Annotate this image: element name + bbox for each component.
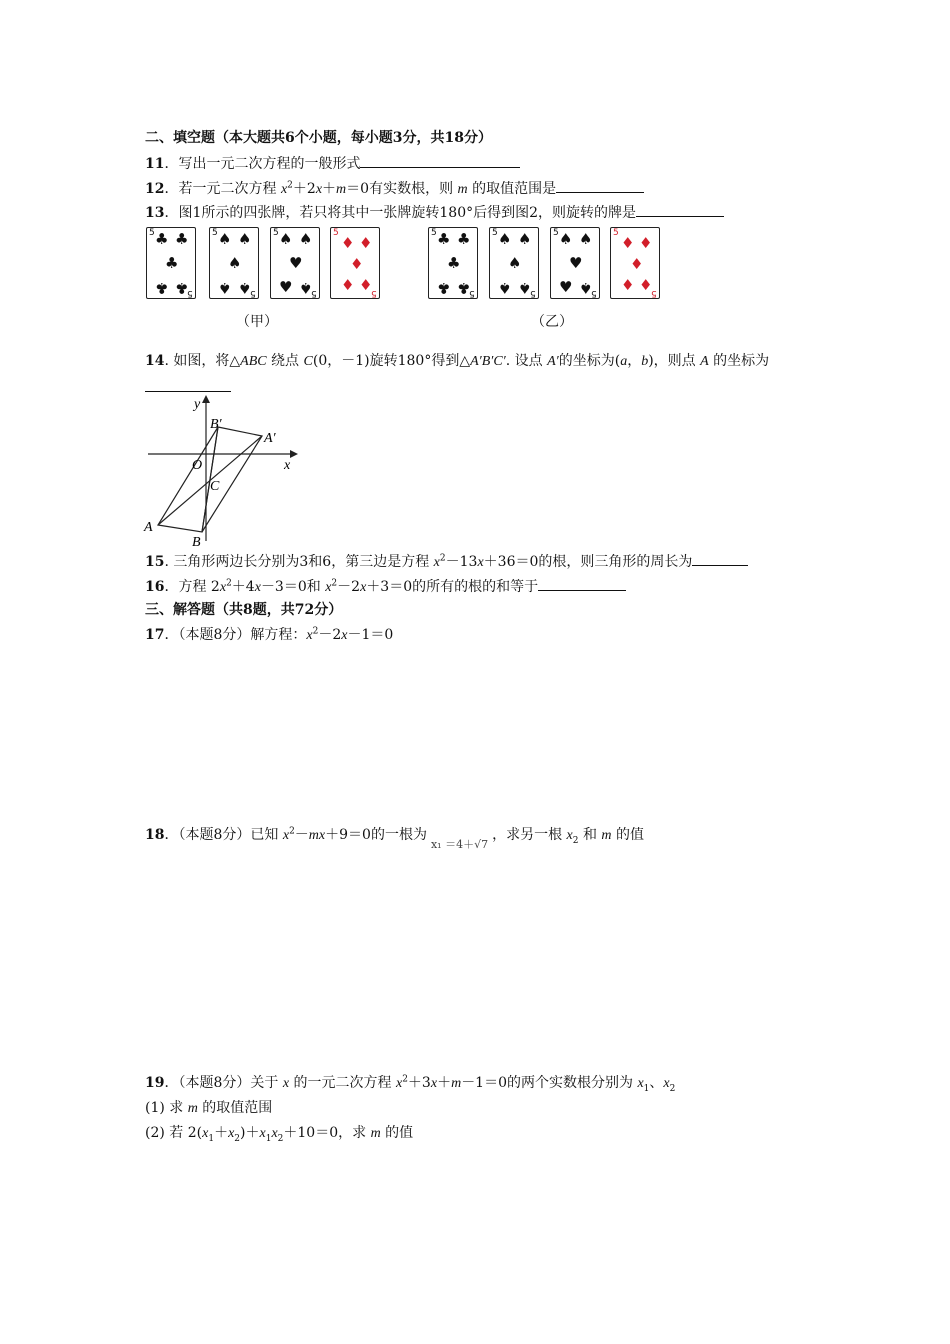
sub: 2 [669, 1083, 676, 1094]
var: x [271, 1126, 278, 1141]
card-rank: 5 [311, 288, 317, 298]
answer-blank[interactable] [538, 576, 626, 591]
var: A′ [547, 354, 559, 369]
var: x [395, 1076, 403, 1091]
text: 和 [578, 827, 602, 843]
diamond-icon: ♦ [639, 234, 653, 252]
spade-icon: ♠ [228, 254, 242, 272]
text: . 设点 [505, 353, 548, 369]
question-number: 17 [145, 627, 165, 643]
spade-icon: ♠ [498, 279, 512, 297]
question-18 [145, 826, 644, 854]
card-five-of-spades [489, 227, 539, 299]
text: (2) 若 2( [145, 1125, 203, 1141]
var: x [202, 1126, 209, 1141]
text: ＋4 [231, 579, 255, 595]
text: ．若一元二次方程 [164, 181, 281, 197]
answer-blank[interactable] [636, 202, 724, 217]
label-x: x [284, 458, 291, 473]
diamond-icon: ♦ [341, 276, 355, 294]
text: －2 [318, 627, 342, 643]
club-icon: ♣ [165, 254, 179, 272]
text: 的取值范围是 [467, 181, 557, 197]
club-icon: ♣ [175, 230, 189, 248]
heart-icon: ♥ [289, 254, 303, 272]
var: m [601, 828, 612, 843]
question-number: 13 [145, 205, 165, 221]
spade-icon: ♠ [218, 230, 232, 248]
exp: 2 [439, 553, 446, 564]
text: 的坐标为( [558, 353, 621, 369]
answer-blank[interactable] [145, 377, 231, 392]
club-icon: ♣ [437, 279, 451, 297]
text: ＋2 [292, 181, 316, 197]
text: 的值 [611, 827, 644, 843]
var: x [315, 182, 323, 197]
figure-label-yi: （乙） [531, 314, 573, 330]
spade-icon: ♠ [238, 230, 252, 248]
question-text: ．写出一元二次方程的一般形式 [164, 156, 361, 172]
card-rank: 5 [613, 228, 619, 238]
var: x [282, 1076, 290, 1091]
card-rank: 5 [212, 228, 218, 238]
text: ＋10＝0，求 [283, 1125, 371, 1141]
x-axis-arrow-icon [290, 450, 298, 458]
var: x [259, 1126, 266, 1141]
club-icon: ♣ [457, 279, 471, 297]
question-number: 12 [145, 181, 165, 197]
var: a [620, 354, 628, 369]
var: A [700, 354, 709, 369]
text: ＋ [214, 1125, 229, 1141]
exp: 2 [226, 578, 232, 589]
label-o: O [192, 458, 203, 473]
var: x [360, 580, 367, 595]
spade-icon: ♠ [299, 230, 313, 248]
sub: 2 [572, 835, 579, 846]
text: )＋ [240, 1125, 260, 1141]
question-15 [145, 551, 748, 572]
club-icon: ♣ [175, 279, 189, 297]
diamond-icon: ♦ [341, 234, 355, 252]
text: －3＝0和 [260, 579, 326, 595]
sub: 1 [265, 1133, 272, 1144]
diamond-icon: ♦ [639, 276, 653, 294]
text: ＋3＝0的所有的根的和等于 [366, 579, 539, 595]
text: 绕点 [266, 353, 304, 369]
text: 的值 [380, 1125, 414, 1141]
section-3-title: 三、解答题（共8题，共72分） [145, 602, 343, 618]
card-five-of-clubs [146, 227, 196, 299]
label-b-prime: B′ [210, 417, 222, 432]
label-c: C [210, 479, 220, 494]
question-text: ．图1所示的四张牌，若只将其中一张牌旋转180°后得到图2，则旋转的牌是 [164, 205, 637, 221]
spade-icon: ♠ [518, 279, 532, 297]
text: －2 [337, 579, 361, 595]
question-number: 16 [145, 579, 165, 595]
club-icon: ♣ [437, 230, 451, 248]
var: m [187, 1101, 198, 1116]
card-rank: 5 [469, 288, 475, 298]
text: ．（本题8分）关于 [164, 1075, 283, 1091]
var: m [457, 182, 468, 197]
club-icon: ♣ [457, 230, 471, 248]
text: (1) 求 [145, 1100, 188, 1116]
text: 、 [649, 1075, 664, 1091]
club-icon: ♣ [155, 279, 169, 297]
y-axis-arrow-icon [202, 395, 210, 403]
exp: 2 [289, 826, 295, 837]
card-rank: 5 [591, 288, 597, 298]
question-12 [145, 178, 644, 199]
question-19 [145, 1074, 675, 1093]
diamond-icon: ♦ [359, 276, 373, 294]
card-five-of-spades-hearts [550, 227, 600, 299]
var: x [228, 1126, 235, 1141]
spade-icon: ♠ [238, 279, 252, 297]
card-rank: 5 [187, 288, 193, 298]
card-five-of-spades [209, 227, 259, 299]
heart-icon: ♥ [559, 278, 573, 296]
var: C [303, 354, 313, 369]
spade-icon: ♠ [498, 230, 512, 248]
card-rank: 5 [333, 228, 339, 238]
text: . 三角形两边长分别为3和6，第三边是方程 [164, 554, 434, 570]
card-rank: 5 [149, 228, 155, 238]
var: x [306, 628, 313, 643]
card-rank: 5 [492, 228, 498, 238]
text: －1＝0的两个实数根分别为 [461, 1075, 638, 1091]
spade-icon: ♠ [559, 230, 573, 248]
question-number: 19 [145, 1075, 165, 1091]
label-a-prime: A′ [264, 431, 276, 446]
question-11 [145, 153, 520, 173]
card-rank: 5 [530, 288, 536, 298]
text: ＝0有实数根，则 [346, 181, 458, 197]
spade-icon: ♠ [518, 230, 532, 248]
exp: 2 [312, 626, 319, 637]
question-number: 15 [145, 554, 165, 570]
sub: 2 [277, 1133, 284, 1144]
var: x [254, 580, 261, 595]
text: ＋36＝0的根，则三角形的周长为 [483, 554, 693, 570]
card-rank: 5 [431, 228, 437, 238]
diamond-icon: ♦ [621, 234, 635, 252]
question-number: 18 [145, 827, 165, 843]
text: ＋ [437, 1075, 452, 1091]
answer-blank[interactable] [360, 153, 520, 168]
question-17 [145, 626, 393, 645]
text: ＋9＝0的一根为 [325, 827, 427, 843]
diamond-icon: ♦ [359, 234, 373, 252]
card-five-of-clubs [428, 227, 478, 299]
question-13 [145, 202, 724, 222]
var: x [325, 580, 332, 595]
question-14 [145, 352, 769, 371]
label-a: A [144, 520, 153, 535]
triangle-abc [158, 427, 218, 532]
var: x [637, 1076, 644, 1091]
club-icon: ♣ [447, 254, 461, 272]
var: x [318, 828, 326, 843]
question-19-part-1 [145, 1099, 272, 1118]
card-rank: 5 [651, 288, 657, 298]
var: x [282, 828, 290, 843]
text: ．方程 2 [164, 579, 220, 595]
spade-icon: ♠ [579, 230, 593, 248]
text: . 如图，将△ [164, 353, 241, 369]
var: x [341, 628, 348, 643]
text: ＋ [322, 181, 337, 197]
text: 的坐标为 [708, 353, 770, 369]
text: ， [627, 353, 642, 369]
text: －13 [445, 554, 478, 570]
var: m [308, 828, 319, 843]
var: b [641, 354, 649, 369]
diamond-icon: ♦ [350, 255, 364, 273]
card-rank: 5 [371, 288, 377, 298]
card-five-of-diamonds [610, 227, 660, 299]
club-icon: ♣ [155, 230, 169, 248]
answer-blank[interactable] [692, 551, 748, 566]
var: x [663, 1076, 670, 1091]
spade-icon: ♠ [299, 279, 313, 297]
var: ABC [240, 354, 267, 369]
spade-icon: ♠ [218, 279, 232, 297]
card-five-of-diamonds [330, 227, 380, 299]
var: x [433, 555, 440, 570]
question-number: 11 [145, 156, 165, 172]
var: m [451, 1076, 462, 1091]
var: x [566, 828, 573, 843]
spade-icon: ♠ [579, 279, 593, 297]
card-rank: 5 [553, 228, 559, 238]
heart-icon: ♥ [569, 254, 583, 272]
question-16 [145, 576, 626, 597]
card-rank: 5 [250, 288, 256, 298]
question-number: 14 [145, 353, 165, 369]
text: ．（本题8分）已知 [164, 827, 283, 843]
sub: 1 [643, 1083, 650, 1094]
heart-icon: ♥ [279, 278, 293, 296]
var: x [280, 182, 288, 197]
answer-blank[interactable] [556, 178, 644, 193]
var: A′B′C′ [470, 354, 506, 369]
exp: 2 [331, 578, 338, 589]
label-y: y [194, 397, 201, 412]
text: 的一元二次方程 [289, 1075, 396, 1091]
exp: 2 [287, 180, 293, 191]
exp: 2 [402, 1074, 408, 1085]
label-b: B [192, 535, 201, 548]
var: x [430, 1076, 438, 1091]
text: ，求另一根 [492, 827, 567, 843]
card-rank: 5 [273, 228, 279, 238]
var: x [219, 580, 227, 595]
sub: 1 [208, 1133, 215, 1144]
var: m [336, 182, 347, 197]
section-2-title: 二、填空题（本大题共6个小题，每小题3分，共18分） [145, 130, 492, 146]
diamond-icon: ♦ [630, 255, 644, 273]
text: 的取值范围 [197, 1100, 273, 1116]
spade-icon: ♠ [279, 230, 293, 248]
var: x [477, 555, 484, 570]
text: )，则点 [648, 353, 701, 369]
text: － [294, 827, 309, 843]
text: ．（本题8分）解方程： [164, 627, 307, 643]
text: －1＝0 [347, 627, 394, 643]
root-formula: x₁ ＝4＋√7 [430, 838, 489, 851]
diamond-icon: ♦ [621, 276, 635, 294]
rotation-figure [140, 393, 310, 548]
card-five-of-spades-hearts [270, 227, 320, 299]
question-19-part-2 [145, 1124, 413, 1143]
var: m [370, 1126, 381, 1141]
sub: 2 [234, 1133, 241, 1144]
spade-icon: ♠ [508, 254, 522, 272]
text: (0，－1)旋转180°得到△ [312, 353, 471, 369]
text: ＋3 [407, 1075, 431, 1091]
figure-label-jia: （甲） [236, 314, 278, 330]
